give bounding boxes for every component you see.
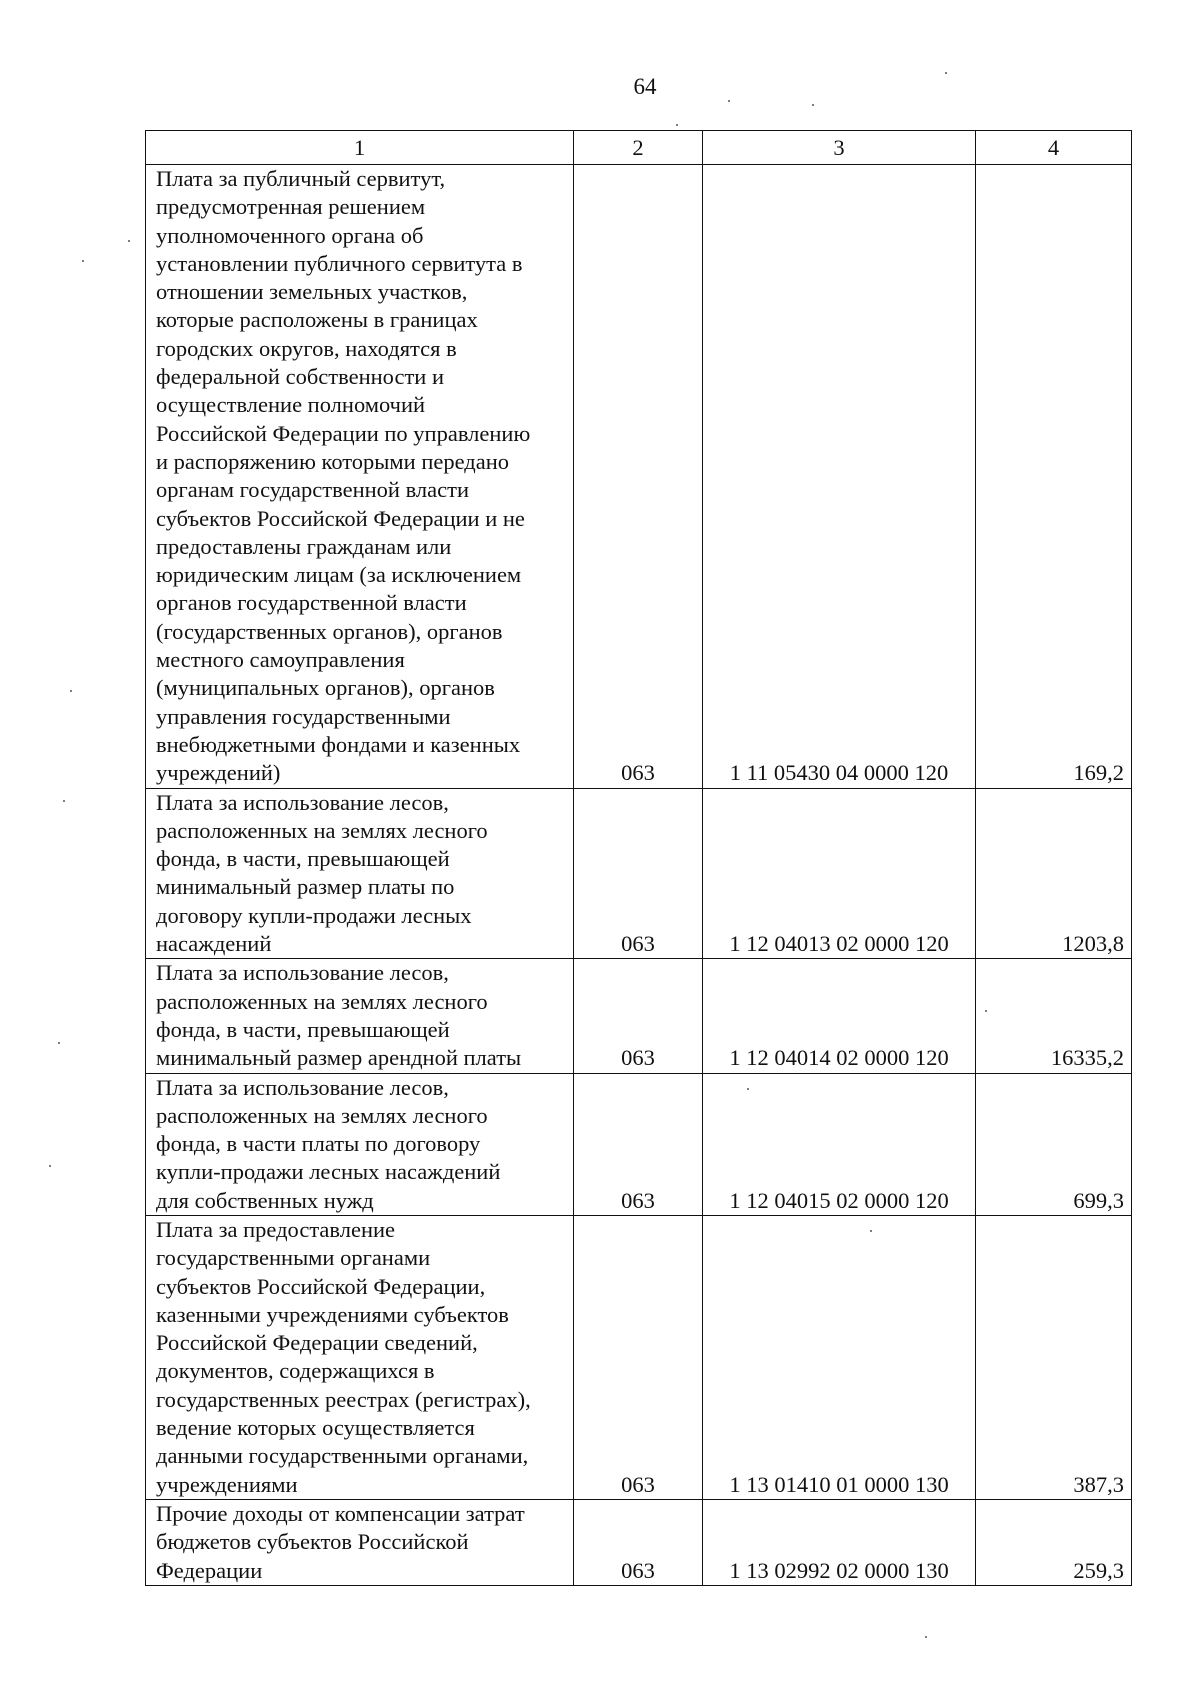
revenue-name: Плата за использование лесов, расположенных на землях лесного фонда, в части, превышающей минимальный размер платы по договору купли-продажи лесных насаждений xyxy=(146,788,574,959)
admin-code: 063 xyxy=(574,1215,703,1499)
admin-code: 063 xyxy=(574,788,703,959)
admin-code: 063 xyxy=(574,1499,703,1585)
revenue-name: Прочие доходы от компенсации затрат бюджетов субъектов Российской Федерации xyxy=(146,1499,574,1585)
budget-classification-code: 1 13 01410 01 0000 130 xyxy=(703,1215,976,1499)
scan-speck xyxy=(925,1636,927,1638)
scan-speck xyxy=(49,1165,51,1167)
table-row xyxy=(146,165,1132,789)
scan-speck xyxy=(128,240,130,242)
budget-classification-code: 1 11 05430 04 0000 120 xyxy=(703,165,976,789)
revenue-table xyxy=(145,130,1132,1586)
scan-speck xyxy=(728,100,730,102)
scan-speck xyxy=(676,124,678,126)
table-row xyxy=(146,959,1132,1073)
amount: 259,3 xyxy=(976,1499,1132,1585)
budget-classification-code: 1 12 04014 02 0000 120 xyxy=(703,959,976,1073)
table-row xyxy=(146,1073,1132,1215)
page-number: 64 xyxy=(633,74,657,99)
budget-classification-code: 1 12 04013 02 0000 120 xyxy=(703,788,976,959)
amount: 16335,2 xyxy=(976,959,1132,1073)
table-header-row xyxy=(146,131,1132,165)
table-row xyxy=(146,788,1132,959)
amount: 169,2 xyxy=(976,165,1132,789)
revenue-name: Плата за использование лесов, расположенных на землях лесного фонда, в части платы по договору купли-продажи лесных насаждений для собственных нужд xyxy=(146,1073,574,1215)
scan-speck xyxy=(945,72,947,74)
revenue-name: Плата за предоставление государственными органами субъектов Российской Федерации, казенными учреждениями субъектов Российской Федерации сведений, документов, содержащихся в государственных реестрах (регистрах), ведение которых осуществляется данными государственными органами, учреждениями xyxy=(146,1215,574,1499)
amount: 387,3 xyxy=(976,1215,1132,1499)
scan-speck xyxy=(812,104,814,106)
scan-speck xyxy=(58,1042,60,1044)
table-row xyxy=(146,1215,1132,1499)
admin-code: 063 xyxy=(574,165,703,789)
scan-speck xyxy=(63,800,65,802)
table-row xyxy=(146,1499,1132,1585)
revenue-name: Плата за использование лесов, расположенных на землях лесного фонда, в части, превышающей минимальный размер арендной платы xyxy=(146,959,574,1073)
scan-speck xyxy=(70,690,72,692)
scan-speck xyxy=(82,260,84,262)
column-header: 1 xyxy=(146,131,574,165)
amount: 699,3 xyxy=(976,1073,1132,1215)
admin-code: 063 xyxy=(574,959,703,1073)
column-header: 3 xyxy=(703,131,976,165)
column-header: 2 xyxy=(574,131,703,165)
budget-classification-code: 1 13 02992 02 0000 130 xyxy=(703,1499,976,1585)
column-header: 4 xyxy=(976,131,1132,165)
budget-classification-code: 1 12 04015 02 0000 120 xyxy=(703,1073,976,1215)
amount: 1203,8 xyxy=(976,788,1132,959)
revenue-name: Плата за публичный сервитут, предусмотренная решением уполномоченного органа об установлении публичного сервитута в отношении земельных участков, которые расположены в границах городских округов, находятся в федеральной собственности и осуществление полномочий Российской Федерации по управлению и распоряжению которыми передано органам государственной власти субъектов Российской Федерации и не предоставлены гражданам или юридическим лицам (за исключением органов государственной власти (государственных органов), органов местного самоуправления (муниципальных органов), органов управления государственными внебюджетными фондами и казенных учреждений) xyxy=(146,165,574,789)
admin-code: 063 xyxy=(574,1073,703,1215)
